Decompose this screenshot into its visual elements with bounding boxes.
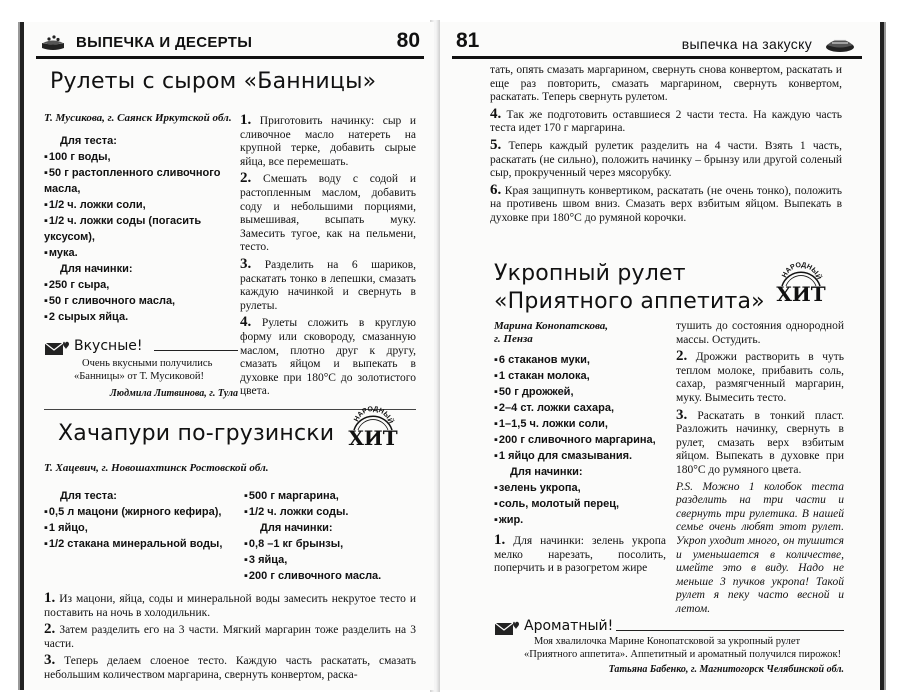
pie-icon <box>824 32 856 54</box>
review-rule <box>154 350 238 351</box>
badge-graphic <box>344 400 402 450</box>
recipe-steps <box>240 114 416 402</box>
ingredient-item: ▪ 1/2 ч. ложки соли, <box>44 197 242 213</box>
review-signature: Людмила Литвинова, г. Тула <box>109 388 238 399</box>
right-running-header <box>452 30 862 59</box>
review-text: Очень вкусными получились «Банницы» от Т. Мусиковой! <box>74 358 213 382</box>
recipe-step: 3. Разделить на 6 шариков, раскатать тонко в лепешки, смазать каждую начинкой и свернуть в рулеты. <box>240 255 416 312</box>
ingredient-item: ▪ 1/2 ч. ложки соды. <box>244 504 419 520</box>
section-title: ВЫПЕЧКА И ДЕСЕРТЫ <box>76 34 253 51</box>
recipe-steps <box>44 592 416 686</box>
ingredient-group-heading: Для теста: <box>60 490 117 502</box>
ingredient-list <box>494 352 666 528</box>
ingredient-item: ▪ 200 г сливочного маргарина, <box>494 432 666 448</box>
left-page <box>20 22 434 690</box>
recipe-step: тушить до состояния однородной массы. Остудить. <box>676 320 844 346</box>
ingredient-item: ▪ мука. <box>44 245 242 261</box>
recipe-step: 2. Затем разделить его на 3 части. Мягкий маргарин тоже разделить на 3 части. <box>44 621 416 650</box>
ingredient-item: ▪ зелень укропа, <box>494 480 666 496</box>
envelope-heart-icon <box>494 620 520 636</box>
recipe-step: 2. Смешать воду с содой и растопленным маслом, добавить соду и небольшими порциями, вымешивая, всыпать муку. Замесить тугое, как на пельмени, тесто. <box>240 170 416 254</box>
recipe-step: 1. Для начинки: зелень укропа мелко нарезать, посолить, поперчить и в разогретом жире <box>494 532 666 575</box>
ingredient-item: ▪ соль, молотый перец, <box>494 496 666 512</box>
cake-icon <box>40 32 66 52</box>
ingredient-item: ▪ 500 г маргарина, <box>244 488 419 504</box>
recipe-author: Марина Конопатскова, г. Пенза <box>494 320 609 345</box>
page-number: 80 <box>396 29 420 52</box>
review-signature: Татьяна Бабенко, г. Магнитогорск Челябинской обл. <box>608 664 844 675</box>
recipe-steps <box>676 320 844 619</box>
review-box <box>44 338 240 410</box>
recipe-title <box>494 260 765 316</box>
ingredient-item: ▪ 50 г растопленного сливочного масла, <box>44 165 242 197</box>
badge-main-text: ХИТ <box>348 426 398 450</box>
ingredient-item: ▪ 0,8 –1 кг брынзы, <box>244 536 419 552</box>
review-heading: Ароматный! <box>524 618 614 634</box>
recipe-step: 4. Так же подготовить оставшиеся 2 части теста. На каждую часть теста идет 170 г маргарина. <box>490 105 842 135</box>
recipe-step: 6. Края защипнуть конвертиком, раскатать (не очень тонко), положить на противень швом вниз. Смазать верх взбитым яйцом. Выпекать в духовке при 180°С до румяной корочки. <box>490 181 843 224</box>
ingredient-item: ▪ жир. <box>494 512 666 528</box>
recipe-step: тать, опять смазать маргарином, свернуть снова конвертом, раскатать и еще раз повторить, смазать маргарином, свернуть конвертом, раскатать. Теперь свернуть рулетом. <box>490 64 842 104</box>
ingredient-item: ▪ 200 г сливочного масла. <box>244 568 419 584</box>
right-page <box>440 22 884 690</box>
recipe-step: 1. Приготовить начинку: сыр и сливочное масло натереть на крупной терке, добавить сырые яйца, все перемешать. <box>240 112 416 168</box>
left-running-header <box>36 30 424 59</box>
recipe-step: 5. Теперь каждый рулетик разделить на 4 части. Взять 1 часть, раскатать (не сильно), положить начинку – брынзу или другой соленый сыр, прокрученный через мясорубку. <box>490 136 842 180</box>
ingredient-list <box>44 133 242 325</box>
recipe-step: 2. Дрожжи растворить в чуть теплом молоке, прибавить соль, сахар, размягченный маргарин, муку. Вымесить тесто. <box>676 348 844 404</box>
ingredient-group-heading: Для начинки: <box>260 522 333 534</box>
review-heading: Вкусные! <box>74 338 143 354</box>
page-number: 81 <box>456 29 480 52</box>
popular-hit-badge <box>344 400 402 448</box>
ingredient-group-heading: Для теста: <box>60 135 117 147</box>
ingredient-item: ▪ 0,5 л мацони (жирного кефира), <box>44 504 224 520</box>
ingredient-item: ▪ 1 яйцо для смазывания. <box>494 448 666 464</box>
ingredient-item: ▪ 100 г воды, <box>44 149 242 165</box>
ingredient-item: ▪ 1/2 ч. ложки соды (погасить уксусом), <box>44 213 242 245</box>
recipe-title-line: «Приятного аппетита» <box>494 289 765 314</box>
recipe-postscript: P.S. Можно 1 колобок теста разделить на три части и свернуть три рулетика. В нашей семье очень любят этот рулет. Укроп уходит много, он тушится и уменьшается в количестве, имейте это в виду. Надо не меньше 3 пучков укропа! Такой рулет я пеку часто весной и летом. <box>676 480 844 615</box>
ingredient-list <box>44 488 224 552</box>
ingredient-item: ▪ 1–1,5 ч. ложки соли, <box>494 416 666 432</box>
recipe-step: 3. Теперь делаем слоеное тесто. Каждую часть раскатать, смазать небольшим количеством маргарина, свернуть конвертом, раска- <box>44 652 417 681</box>
ingredient-item: ▪ 3 яйца, <box>244 552 419 568</box>
review-rule <box>616 630 844 631</box>
ingredient-item: ▪ 2 сырых яйца. <box>44 309 242 325</box>
badge-top-text: НАРОДНЫЙ <box>353 405 394 425</box>
section-title: выпечка на закуску <box>681 36 812 52</box>
review-text: Моя хвалилочка Марине Конопатсковой за укропный рулет «Приятного аппетита». Аппетитный и ароматный получился пирожок! <box>524 636 842 660</box>
ingredient-item: ▪ 250 г сыра, <box>44 277 242 293</box>
popular-hit-badge <box>772 256 830 304</box>
recipe-author: Т. Мусикова, г. Саянск Иркутской обл. <box>44 112 232 124</box>
badge-top-text: НАРОДНЫЙ <box>781 261 822 281</box>
ingredient-item: ▪ 50 г дрожжей, <box>494 384 666 400</box>
ingredient-item: ▪ 1 стакан молока, <box>494 368 666 384</box>
recipe-ingredients <box>44 112 242 325</box>
ingredient-item: ▪ 2–4 ст. ложки сахара, <box>494 400 666 416</box>
ingredient-item: ▪ 50 г сливочного масла, <box>44 293 242 309</box>
ingredient-item: ▪ 6 стаканов муки, <box>494 352 666 368</box>
recipe-author: Т. Хацевич, г. Новошахтинск Ростовской обл. <box>44 462 269 474</box>
review-box <box>494 618 846 680</box>
recipe-step: 1. Из мацони, яйца, соды и минеральной воды замесить некрутое тесто и поставить на ночь в холодильник. <box>44 590 417 619</box>
badge-main-text: ХИТ <box>776 282 826 306</box>
recipe-ingredients <box>494 320 666 579</box>
recipe-steps-continued <box>490 64 842 229</box>
recipe-step: 3. Раскатать в тонкий пласт. Разложить начинку, свернуть в рулет, смазать верх взбитым яйцом. Выпекать в духовке при 180°С до румяного цвета. <box>676 406 844 476</box>
envelope-heart-icon <box>44 340 70 356</box>
ingredient-group-heading: Для начинки: <box>60 263 133 275</box>
recipe-step: 4. Рулеты сложить в круглую форму или сковороду, смазанную маслом, плотно друг к другу, смазать яйцом и выпекать в духовке при 180°С до золотистого цвета. <box>240 314 416 398</box>
recipe-title: Хачапури по-грузински <box>58 421 335 446</box>
ingredient-list <box>244 488 419 584</box>
badge-graphic <box>772 256 830 306</box>
ingredient-item: ▪ 1 яйцо, <box>44 520 224 536</box>
ingredient-group-heading: Для начинки: <box>510 466 583 478</box>
recipe-title-line: Укропный рулет <box>494 261 686 286</box>
recipe-title: Рулеты с сыром «Банницы» <box>50 69 377 94</box>
ingredient-item: ▪ 1/2 стакана минеральной воды, <box>44 536 224 552</box>
